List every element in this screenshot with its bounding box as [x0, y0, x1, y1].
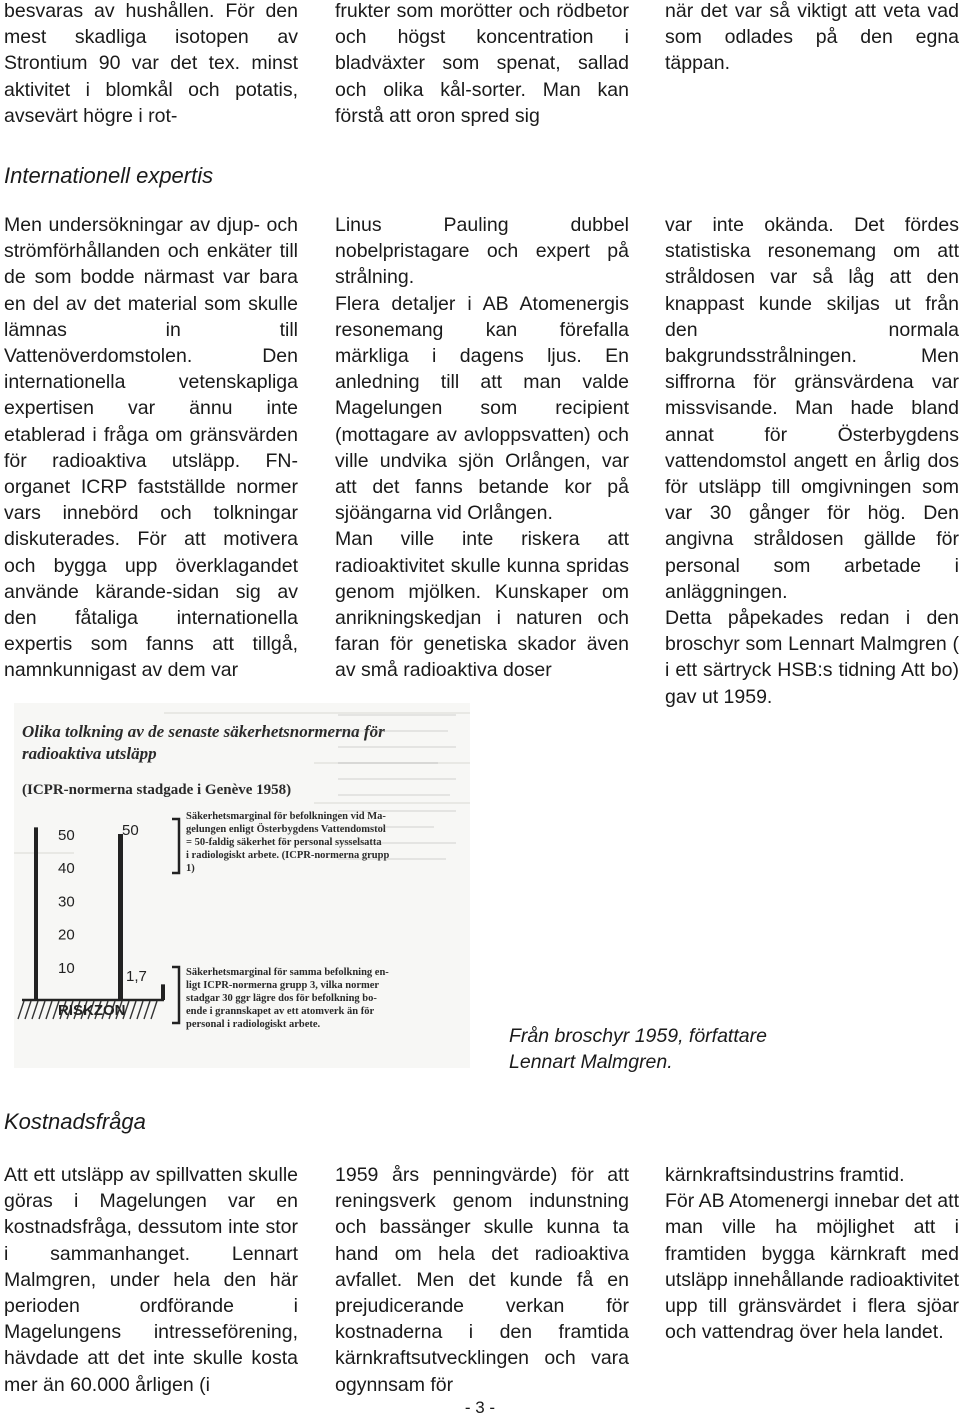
bracket-lower	[172, 967, 179, 1023]
y-axis-ticks	[58, 827, 75, 977]
paragraph: För AB Atomenergi innebar det att man ville ha möjlighet att i framtiden bygga kärnkraft med utsläpp innehållande radioaktivitet upp till gränsvärdet i flera sjöar och vattendrag över hela landet.	[665, 1190, 959, 1344]
bleed-through-texture	[338, 707, 458, 907]
y-tick-label: 40	[58, 860, 75, 878]
y-tick-label: 30	[58, 893, 75, 911]
section-heading-kostnad: Kostnadsfråga	[4, 1109, 146, 1134]
paragraph: Detta påpekades redan i den broschyr som Lennart Malmgren ( i ett särtryck HSB:s tidning Att bo) gav ut 1959.	[665, 607, 959, 708]
figure-title-line2: radioaktiva utsläpp	[22, 744, 157, 763]
svg-text:personal i radiologiskt arbete: personal i radiologiskt arbete.	[186, 1019, 321, 1030]
kostnad-text-col2: 1959 års penningvärde) för att reningsverk genom indunstning och bassänger skulle kunna ta hand om hela det radioaktiva avfallet. Men det kunde få en prejudicerande verkan för kostnaderna i den framtida kärnkraftsutvecklingen och vara ogynnsam för	[335, 1164, 629, 1396]
bar-label-high: 50	[122, 822, 139, 839]
bar-low-post	[161, 984, 165, 1000]
y-tick-label: 50	[58, 827, 75, 844]
kostnad-text-col3	[665, 1162, 959, 1345]
section-heading-expertis: Internationell expertis	[4, 163, 214, 188]
svg-text:Säkerhetsmarginal för samma be: Säkerhetsmarginal för samma befolkning en-	[186, 967, 389, 978]
svg-text:1): 1)	[186, 863, 195, 874]
y-tick-label: 20	[58, 926, 75, 944]
y-tick-label: 10	[58, 959, 75, 977]
paragraph: Man ville inte riskera att radioaktivitet skulle kunna spridas genom mjölken. Kunskaper om anrikningskedjan i naturen och faran för genetiska skador även av små radioaktiva doser	[335, 528, 629, 682]
figure-subtitle: (ICPR-normerna stadgade i Genève 1958)	[22, 782, 292, 798]
figure-title-line1: Olika tolkning av de senaste säkerhetsnormerna för	[22, 722, 385, 741]
svg-text:= 50-faldig säkerhet för perso: = 50-faldig säkerhet för personal sysselsatta	[186, 837, 382, 848]
bracket-upper	[172, 819, 179, 873]
bar-high	[118, 834, 123, 1000]
top-text-col1: besvaras av hushållen. För den mest skadliga isotopen av Strontium 90 var det tex. minst aktivitet i blomkål och potatis, avsevärt högre i rot-	[4, 0, 298, 127]
paragraph: kärnkraftsindustrins framtid.	[665, 1164, 905, 1186]
expertis-text-col1: Men undersökningar av djup- och strömförhållanden och enkäter till de som bodde närmast var bara en del av det material som skulle lämnas in till Vattenöverdomstolen. Den internationella vetenskapliga expertisen var ännu inte etablerad i fråga om gränsvärden för radioaktiva utsläpp. FN-organet ICRP fastställde normer vars innebörd och tolkningar diskuterades. För att motivera och bygga upp överklagandet använde kärande-sidan sig av den fåtaliga internationella expertis som fanns att tillgå, namnkunnigast av dem var	[4, 214, 298, 682]
paragraph: Linus Pauling dubbel nobelpristagare och expert på strålning.	[335, 214, 629, 289]
page-number: - 3 -	[464, 1398, 496, 1417]
svg-text:gelungen enligt Österbygdens V: gelungen enligt Österbygdens Vattendomstol	[186, 824, 386, 835]
expertis-text-col3	[665, 212, 959, 710]
svg-text:ligt ICPR-normerna grupp 3, vi: ligt ICPR-normerna grupp 3, vilka normer	[186, 980, 380, 991]
zone-label: RISKZON	[58, 1002, 126, 1019]
risk-zone	[18, 1000, 164, 1019]
figure-caption: Från broschyr 1959, författare Lennart Malmgren.	[509, 1025, 767, 1073]
axis-post	[34, 827, 38, 1000]
svg-text:i radiologiskt arbete. (ICPR-n: i radiologiskt arbete. (ICPR-normerna grupp	[186, 850, 390, 861]
svg-text:ende i grannskapet av ett atom: ende i grannskapet av ett atomverk än för	[186, 1006, 375, 1017]
svg-text:Säkerhetsmarginal för befolkni: Säkerhetsmarginal för befolkningen vid Ma-	[186, 811, 386, 822]
paragraph: Flera detaljer i AB Atomenergis resonemang kan förefalla märkliga i dagens ljus. En anledning till att man valde Magelungen som recipient (mottagare av avloppsvatten) och ville undvika sjön Orlången, var att det fanns betande kor på sjöängarna vid Orlången.	[335, 292, 629, 525]
bar-label-low: 1,7	[126, 968, 147, 985]
svg-text:stadgar 30 ggr lägre dos för b: stadgar 30 ggr lägre dos för befolkning bo-	[186, 993, 377, 1004]
top-text-col2: frukter som morötter och rödbetor och högst koncentration i bladväxter som spenat, sallad och olika kål-sorter. Man kan förstå att oron spred sig	[335, 0, 629, 127]
top-text-col3: när det var så viktigt att veta vad som odlades på den egna täppan.	[665, 0, 959, 75]
note-lower	[186, 967, 389, 1030]
kostnad-text-col1: Att ett utsläpp av spillvatten skulle göras i Magelungen var en kostnadsfråga, dessutom inte stor i sammanhanget. Lennart Malmgren, under hela den här perioden ordförande i Magelungens intresseförening, hävdade att det inte skulle kosta mer än 60.000 årligen (i	[4, 1164, 298, 1396]
expertis-text-col2	[335, 212, 629, 684]
paragraph: var inte okända. Det fördes statistiska resonemang om att stråldosen var så låg att den knappast kunde skiljas ut från den normala bakgrundsstrålningen. Men siffrorna för gränsvärdena var missvisande. Man hade bland annat för Österbygdens vattendomstol angett en årlig dos för utsläpp till omgivningen som var 30 gånger för hög. Den angivna stråldosen gällde för personal som arbetade i anläggningen.	[665, 214, 959, 603]
